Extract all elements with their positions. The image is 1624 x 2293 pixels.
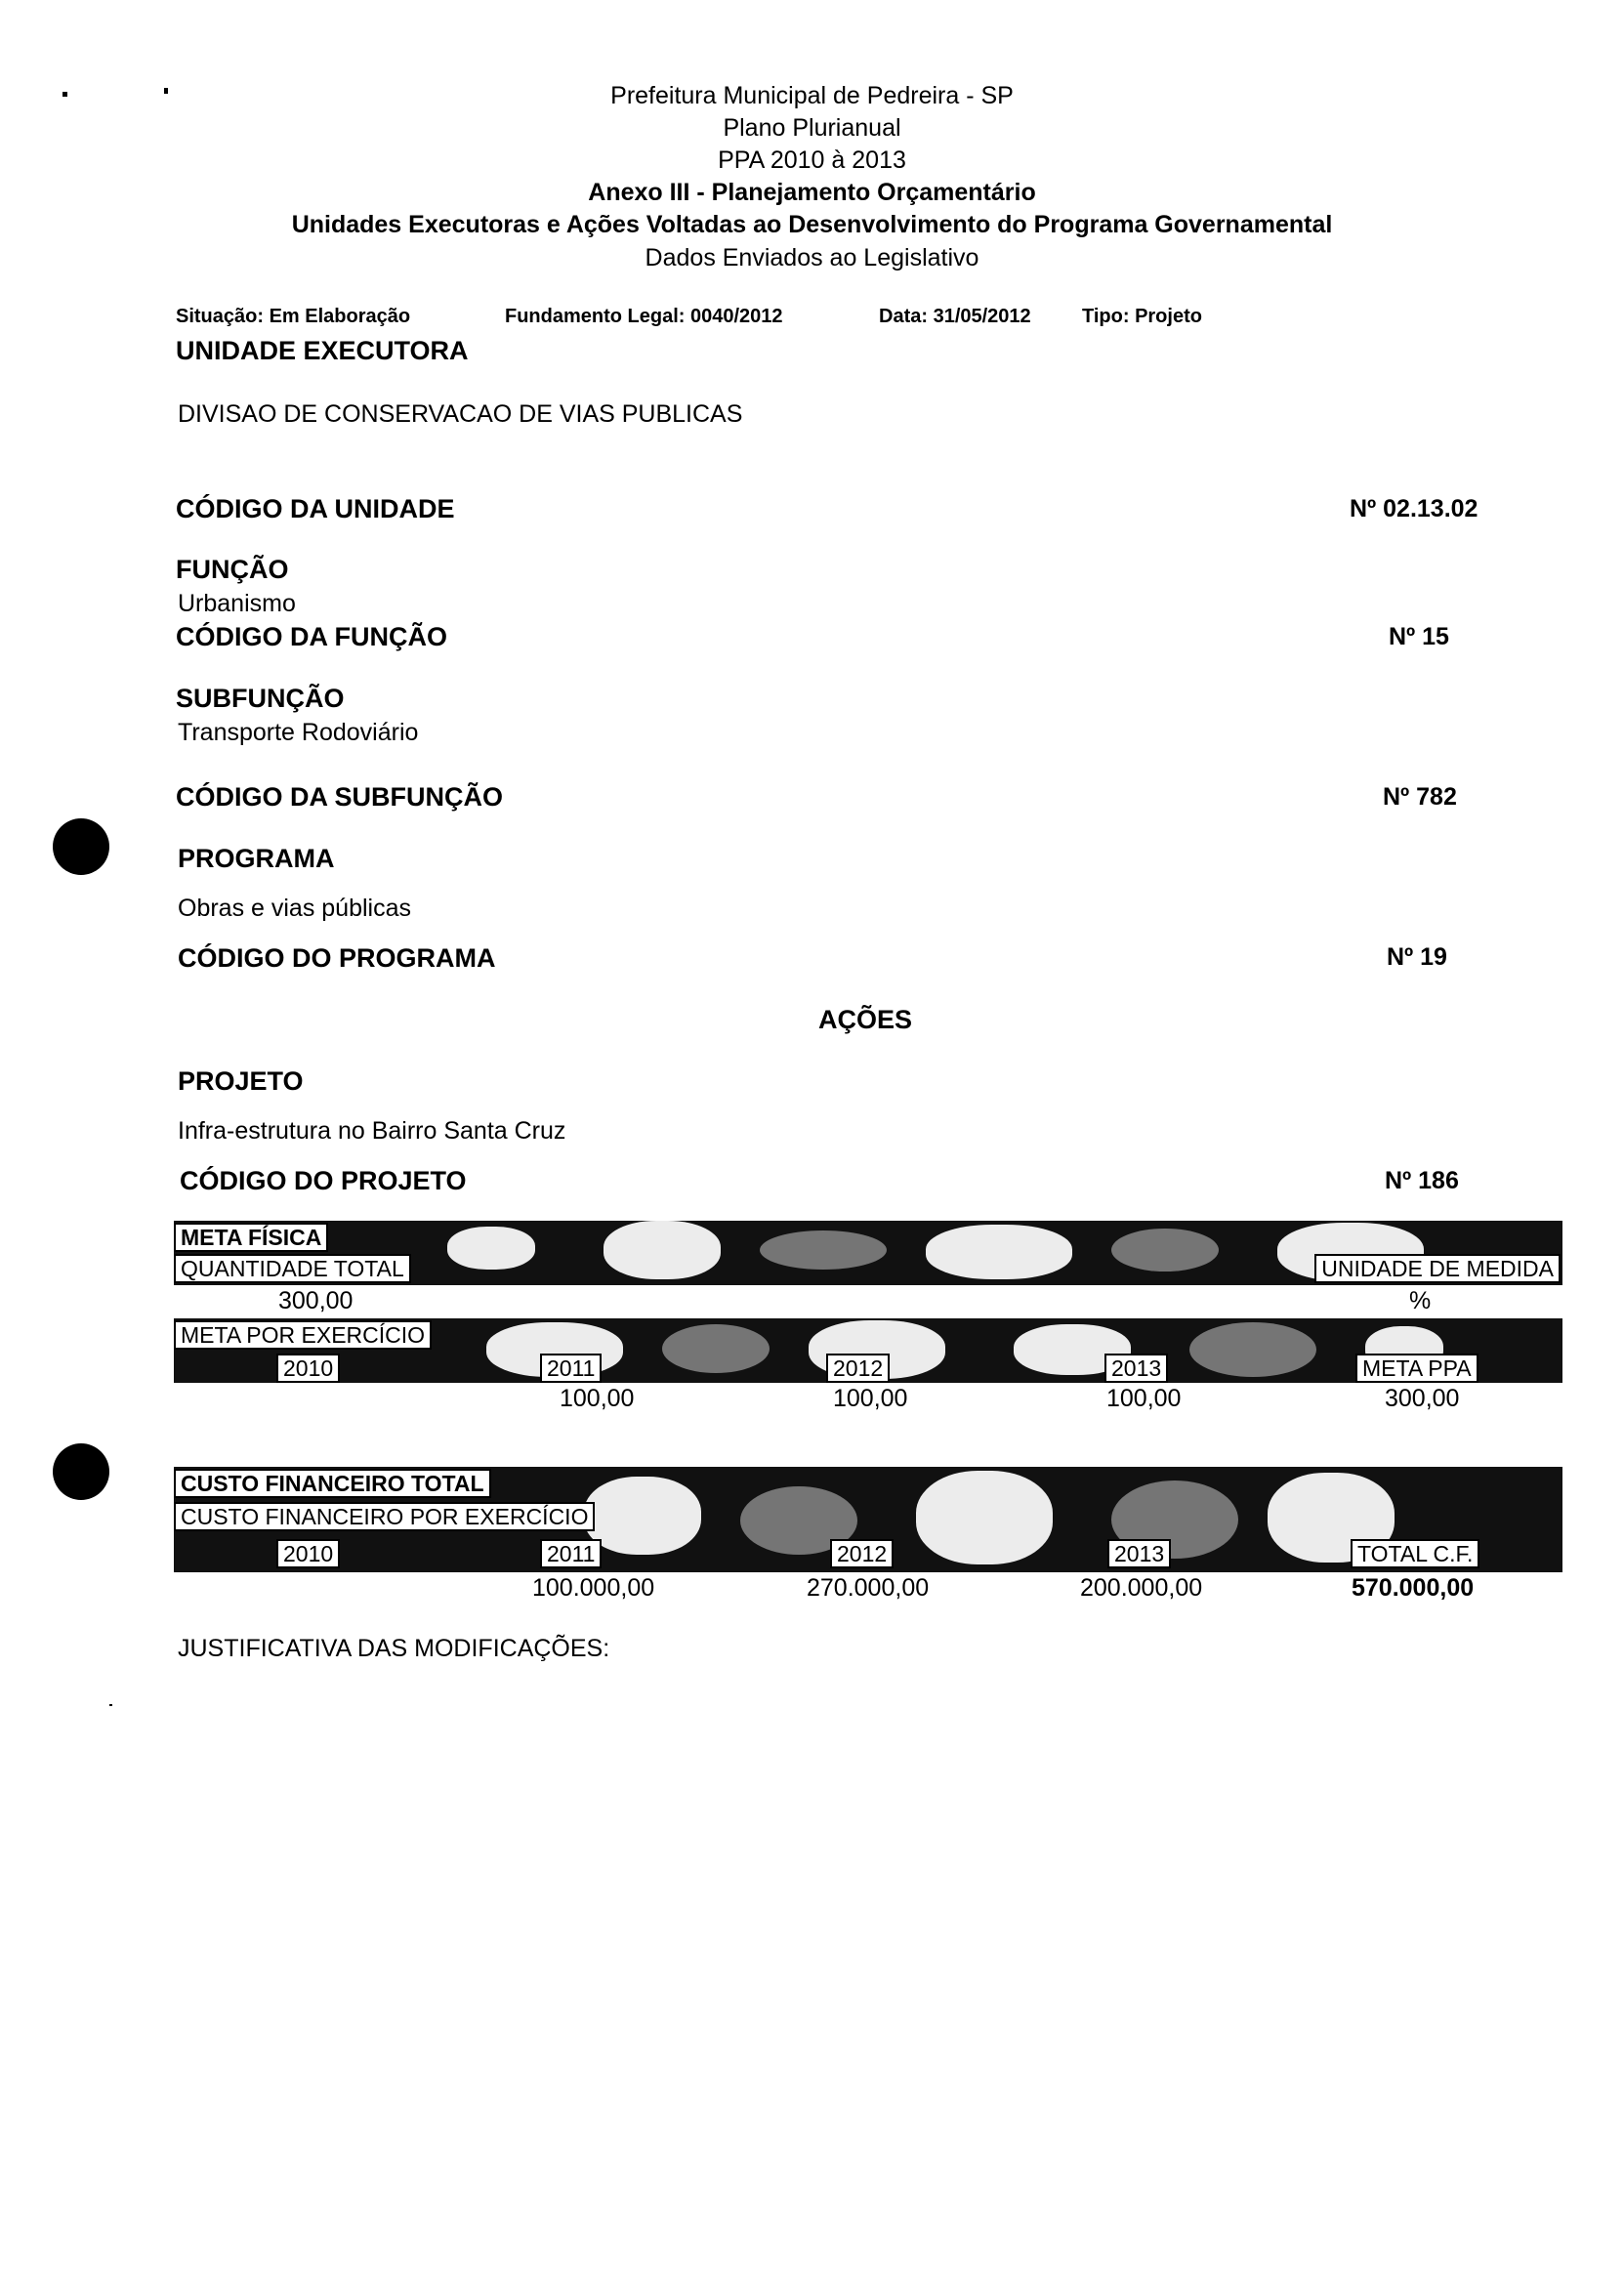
codigo-funcao-value: Nº 15: [1389, 623, 1449, 650]
codigo-programa-label: CÓDIGO DO PROGRAMA: [178, 943, 496, 973]
custo-financeiro-title: CUSTO FINANCEIRO TOTAL: [174, 1469, 491, 1498]
unidade-medida-label: UNIDADE DE MEDIDA: [1314, 1254, 1561, 1283]
scan-blotch: [916, 1471, 1053, 1564]
scan-mottle: [1189, 1322, 1316, 1377]
header-line-plano: Plano Plurianual: [723, 114, 901, 142]
codigo-subfuncao-label: CÓDIGO DA SUBFUNÇÃO: [176, 782, 503, 812]
meta-value-2012: 100,00: [833, 1385, 908, 1412]
custo-year-2011: 2011: [540, 1539, 602, 1568]
subfuncao-heading: SUBFUNÇÃO: [176, 684, 345, 713]
meta-year-2013: 2013: [1104, 1354, 1168, 1383]
programa-name: Obras e vias públicas: [178, 895, 412, 922]
codigo-unidade-value: Nº 02.13.02: [1350, 495, 1478, 522]
tipo: Tipo: Projeto: [1082, 306, 1202, 327]
custo-year-2010: 2010: [276, 1539, 340, 1568]
punch-hole: [53, 818, 109, 875]
meta-year-2011: 2011: [540, 1354, 602, 1383]
header-line-dados: Dados Enviados ao Legislativo: [645, 244, 979, 271]
codigo-funcao-label: CÓDIGO DA FUNÇÃO: [176, 622, 447, 651]
header-line-prefeitura: Prefeitura Municipal de Pedreira - SP: [610, 82, 1014, 109]
custo-exercicio-label: CUSTO FINANCEIRO POR EXERCÍCIO: [174, 1502, 595, 1531]
projeto-heading: PROJETO: [178, 1066, 304, 1096]
header-line-ppa: PPA 2010 à 2013: [718, 146, 906, 174]
scan-mottle: [1111, 1229, 1219, 1272]
total-cf-label: TOTAL C.F.: [1351, 1539, 1479, 1568]
scan-blotch: [447, 1227, 535, 1270]
custo-year-2012: 2012: [830, 1539, 894, 1568]
codigo-subfuncao-value: Nº 782: [1383, 783, 1457, 811]
total-cf-value: 570.000,00: [1352, 1574, 1475, 1602]
codigo-programa-value: Nº 19: [1387, 943, 1447, 971]
funcao-name: Urbanismo: [178, 590, 296, 617]
scan-mottle: [760, 1230, 887, 1270]
punch-hole: [53, 1443, 109, 1500]
scan-mottle: [662, 1324, 770, 1373]
meta-year-2010: 2010: [276, 1354, 340, 1383]
unidade-medida-value: %: [1409, 1287, 1432, 1314]
meta-ppa-value: 300,00: [1385, 1385, 1460, 1412]
subfuncao-name: Transporte Rodoviário: [178, 719, 419, 746]
custo-value-2013: 200.000,00: [1080, 1574, 1203, 1602]
fundamento-legal: Fundamento Legal: 0040/2012: [505, 306, 783, 327]
scan-speck: [109, 1704, 112, 1706]
codigo-projeto-label: CÓDIGO DO PROJETO: [180, 1166, 467, 1195]
meta-value-2013: 100,00: [1106, 1385, 1182, 1412]
custo-value-2011: 100.000,00: [532, 1574, 655, 1602]
programa-heading: PROGRAMA: [178, 844, 335, 873]
codigo-unidade-label: CÓDIGO DA UNIDADE: [176, 494, 455, 523]
header-line-unidades: Unidades Executoras e Ações Voltadas ao Desenvolvimento do Programa Governamental: [291, 211, 1333, 238]
unidade-executora-heading: UNIDADE EXECUTORA: [176, 336, 469, 365]
custo-financeiro-band: [174, 1467, 1562, 1572]
scan-blotch: [926, 1225, 1072, 1279]
custo-value-2012: 270.000,00: [807, 1574, 930, 1602]
header-line-anexo: Anexo III - Planejamento Orçamentário: [588, 179, 1036, 206]
meta-value-2011: 100,00: [560, 1385, 635, 1412]
funcao-heading: FUNÇÃO: [176, 555, 289, 584]
situacao: Situação: Em Elaboração: [176, 306, 411, 327]
meta-ppa-label: META PPA: [1355, 1354, 1478, 1383]
acoes-heading: AÇÕES: [818, 1005, 913, 1034]
meta-fisica-band: [174, 1221, 1562, 1285]
meta-fisica-title: META FÍSICA: [174, 1223, 328, 1252]
scan-blotch: [604, 1221, 721, 1279]
projeto-name: Infra-estrutura no Bairro Santa Cruz: [178, 1117, 566, 1145]
data: Data: 31/05/2012: [879, 306, 1031, 327]
codigo-projeto-value: Nº 186: [1385, 1167, 1459, 1194]
unidade-executora-name: DIVISAO DE CONSERVACAO DE VIAS PUBLICAS: [178, 400, 743, 428]
meta-year-2012: 2012: [826, 1354, 890, 1383]
justificativa-label: JUSTIFICATIVA DAS MODIFICAÇÕES:: [178, 1635, 610, 1662]
meta-exercicio-band: [174, 1318, 1562, 1383]
custo-year-2013: 2013: [1107, 1539, 1171, 1568]
quantidade-total-value: 300,00: [278, 1287, 354, 1314]
meta-exercicio-label: META POR EXERCÍCIO: [174, 1320, 432, 1350]
quantidade-total-label: QUANTIDADE TOTAL: [174, 1254, 411, 1283]
